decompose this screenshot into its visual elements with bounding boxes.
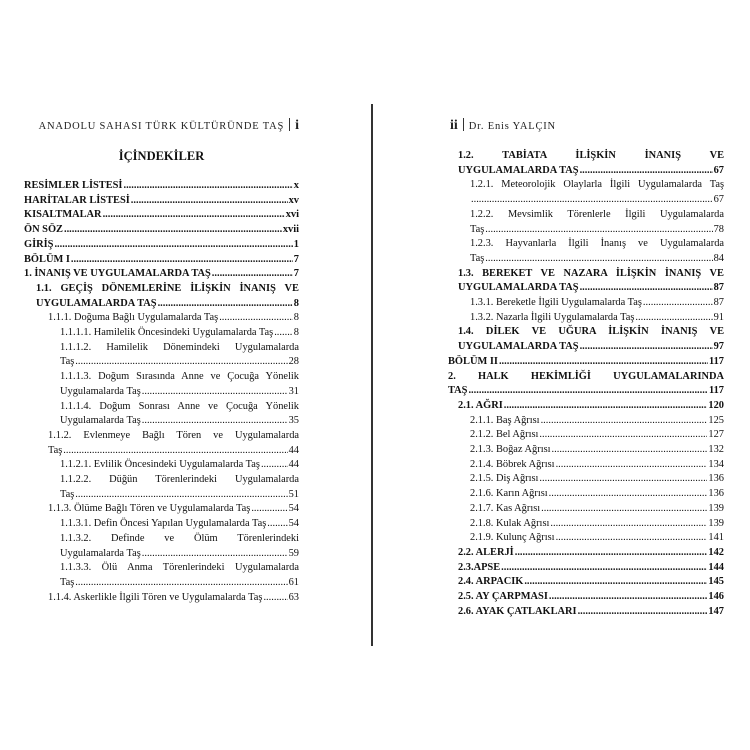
toc-entry [448,472,724,487]
toc-entry [448,561,724,576]
toc-entry-row [24,179,299,194]
dot-leader [468,384,708,399]
toc-entry-text: 1.2. TABİATA İLİŞKİN İNANIŞ VE [458,150,724,161]
toc-entry-text: 2.3.APSE [458,561,501,573]
dot-leader [63,444,287,459]
toc-entry [448,546,724,561]
toc-entry-row [448,605,724,620]
toc-entry-row [24,253,299,268]
toc-entry-row [448,399,724,414]
dot-leader [524,575,707,590]
toc-entry [448,325,724,354]
toc-entry-row [448,252,724,267]
toc-entry-text: 1.1.1.2. Hamilelik Dönemindeki Uygulamalarda [60,341,299,353]
toc-entry-text: Taş [60,576,75,588]
dot-leader [539,428,707,443]
toc-entry-text: 1.3.2. Nazarla İlgili Uygulamalarda Taş [470,311,635,323]
dot-leader [549,590,708,605]
toc-entry-row [24,502,299,517]
toc-entry-row [448,164,724,179]
toc-entry-text: 2.1.5. Diş Ağrısı [470,473,539,485]
toc-entry-text: 2.1.9. Kulunç Ağrısı [470,532,555,544]
toc-entry [24,458,299,473]
toc-entry-row [448,458,724,473]
toc-entry [448,590,724,605]
toc-entry-text: 1.2.3. Hayvanlarla İlgili İnanış ve Uygulamalarda [470,238,724,250]
toc-entry-text: TAŞ [448,385,468,397]
toc-entry-row [24,297,299,312]
toc-entry [448,208,724,237]
dot-leader [580,340,713,355]
toc-entry-row [24,223,299,238]
dot-leader [219,311,293,326]
dot-leader [142,385,288,400]
dot-leader [541,502,707,517]
toc-entry-text: 1.1.1.3. Doğum Sırasında Anne ve Çocuğa Yönelik [60,371,299,383]
toc-entry-row [448,531,724,546]
toc-page-number: 97 [713,341,724,353]
toc-entry-row [24,385,299,400]
toc-page-number: 136 [708,488,724,500]
toc-entry-text: 1.1.4. Askerlikle İlgili Tören ve Uygulamalarda Taş [48,591,263,603]
dot-leader [212,267,293,282]
toc-page-number: 54 [288,518,299,530]
dot-leader [504,399,708,414]
toc-entry [448,443,724,458]
toc-entry [448,178,724,207]
toc-entry-text: 1.3. BEREKET VE NAZARA İLİŞKİN İNANIŞ VE [458,267,724,279]
toc-entry-row [448,546,724,561]
toc-entry-text: UYGULAMALARDA TAŞ [36,297,157,309]
toc-entry-text: Uygulamalarda Taş [60,547,141,559]
toc-entry [24,267,299,282]
page-divider [371,104,373,646]
toc-entry-row [448,296,724,311]
toc-entry-text: KISALTMALAR [24,209,102,221]
toc-entry [24,400,299,429]
toc-entry-row [448,487,724,502]
dot-leader [515,546,708,561]
toc-page-number: 1 [293,238,299,250]
toc-entry-row [448,311,724,326]
toc-entry-text: 2.1. AĞRI [458,399,503,411]
toc-page-number: 28 [288,356,299,368]
toc-entry [448,237,724,266]
toc-entry-text: 2.2. ALERJİ [458,546,514,558]
toc-entry-row [448,355,724,370]
toc-entry [448,370,724,399]
dot-leader [75,576,287,591]
dot-leader [643,296,713,311]
toc-entry-text: UYGULAMALARDA TAŞ [458,282,579,294]
toc-page-number: 63 [288,591,299,603]
toc-entry-text: Taş [470,223,485,235]
toc-entry-row [24,326,299,341]
toc-entry [24,179,299,194]
toc-entry [24,429,299,458]
toc-entry-row [448,443,724,458]
toc-page-number: xv [288,194,299,206]
right-page-header [450,118,556,134]
toc-entry-text: 2.1.1. Baş Ağrısı [470,414,540,426]
toc-page-number: 7 [293,268,299,280]
toc-entry [448,428,724,443]
dot-leader [635,311,712,326]
toc-page-number: 136 [708,473,724,485]
toc-entry-text: 2.1.7. Kas Ağrısı [470,502,541,514]
dot-leader [550,517,707,532]
toc-page-number: 132 [708,444,724,456]
toc-entry [24,341,299,370]
toc-page-number: 146 [708,591,724,603]
toc-entry-text: 2. HALK HEKİMLİĞİ UYGULAMALARINDA [448,370,724,382]
toc-entry-text: ÖN SÖZ [24,224,63,236]
dot-leader [485,223,712,238]
toc-entry [448,149,724,178]
book-title: ANADOLU SAHASI TÜRK KÜLTÜRÜNDE TAŞ [38,121,285,132]
dot-leader [75,355,287,370]
toc-entry [24,561,299,590]
toc-entry-row [448,575,724,590]
toc-page-number: xvi [285,209,299,221]
dot-leader [552,443,708,458]
toc-entry [24,502,299,517]
toc-entry-row [24,458,299,473]
dot-leader [75,488,287,503]
toc-entry [448,414,724,429]
right-page [374,0,750,750]
toc-entry-text: 2.1.3. Boğaz Ağrısı [470,444,551,456]
toc-entry-row [24,267,299,282]
toc-page-number: 61 [288,576,299,588]
toc-entry-row [448,502,724,517]
dot-leader [131,194,288,209]
toc-page-number: 8 [293,312,299,324]
toc-entry-row [448,384,724,399]
toc-entry-row [448,590,724,605]
toc-entry-row [24,208,299,223]
toc-entry-row [448,281,724,296]
dot-leader [71,253,293,268]
toc-page-number: 147 [708,605,724,617]
toc-page-number: 127 [708,429,724,441]
toc-entry-text: Taş [60,356,75,368]
toc-entry-text: 1.3.1. Bereketle İlgili Uygulamalarda Taş [470,297,642,309]
toc-entry-text: HARİTALAR LİSTESİ [24,194,130,206]
toc-entry-row [24,517,299,532]
toc-entry-text: 2.5. AY ÇARPMASI [458,591,548,603]
toc-entry-text: 2.6. AYAK ÇATLAKLARI [458,605,577,617]
left-page-number: i [295,118,299,133]
left-page [0,0,371,750]
toc-entry-text: 1.1.3.2. Definde ve Ölüm Törenlerindeki [60,532,299,544]
toc-entry [24,591,299,606]
toc-entry [448,458,724,473]
dot-leader [556,458,708,473]
toc-page-number: 54 [288,503,299,515]
right-page-number: ii [450,118,458,133]
toc-entry [448,355,724,370]
toc-entry-row [24,238,299,253]
toc-page-number: 91 [713,311,724,323]
toc-entry [24,473,299,502]
toc-entry-text: 1.2.1. Meteorolojik Olaylarla İlgili Uygulamalarda Taş [470,179,724,191]
header-separator [289,118,290,131]
toc-entry [448,296,724,311]
toc-page-number: 139 [708,502,724,514]
dot-leader [103,208,285,223]
toc-entry-row [24,444,299,459]
toc-entry-text: 1.1.2. Evlenmeye Bağlı Tören ve Uygulamalarda [48,429,299,441]
toc-page-number: 44 [288,459,299,471]
toc-entry [448,502,724,517]
dot-leader [549,487,708,502]
dot-leader [142,547,288,562]
toc-entry [24,208,299,223]
toc-entry-text: GİRİŞ [24,238,54,250]
toc-entry-text: UYGULAMALARDA TAŞ [458,164,579,176]
left-toc-list [24,179,299,605]
toc-entry-row [448,472,724,487]
toc-entry-text: 2.1.2. Bel Ağrısı [470,429,539,441]
toc-entry-text: 1.1. GEÇİŞ DÖNEMLERİNE İLİŞKİN İNANIŞ VE [36,282,299,294]
toc-entry-row [24,311,299,326]
dot-leader [123,179,292,194]
toc-title: İÇİNDEKİLER [118,149,205,163]
toc-entry-text: 1. İNANIŞ VE UYGULAMALARDA TAŞ [24,268,211,280]
toc-entry-text: 1.1.1.4. Doğum Sonrası Anne ve Çocuğa Yönelik [60,400,299,412]
toc-page-number: 139 [708,517,724,529]
dot-leader [580,164,713,179]
author-name: Dr. Enis YALÇIN [468,121,556,132]
toc-page-number: 7 [293,253,299,265]
toc-entry-row [24,194,299,209]
toc-entry-text: BÖLÜM II [448,355,498,367]
toc-entry-text: 1.2.2. Mevsimlik Törenlerle İlgili Uygulamalarda [470,208,724,220]
toc-page-number: 35 [288,415,299,427]
toc-page-number: 87 [713,297,724,309]
toc-entry-text: 1.4. DİLEK VE UĞURA İLİŞKİN İNANIŞ VE [458,326,724,338]
toc-entry-text: Taş [60,488,75,500]
toc-entry-text: Taş [470,252,485,264]
toc-entry-text: 1.1.3. Ölüme Bağlı Tören ve Uygulamalarda Taş [48,503,251,515]
toc-page-number: 144 [708,561,724,573]
toc-page-number: 59 [288,547,299,559]
toc-page-number: 8 [293,297,299,309]
dot-leader [541,414,708,429]
toc-entry-text: Uygulamalarda Taş [60,385,141,397]
toc-entry-text: 1.1.1. Doğuma Bağlı Uygulamalarda Taş [48,312,219,324]
dot-leader [263,591,287,606]
toc-entry-text: 1.1.3.1. Defin Öncesi Yapılan Uygulamalarda Taş [60,518,267,530]
dot-leader [539,472,707,487]
toc-entry-row [24,547,299,562]
dot-leader [142,414,288,429]
header-separator [463,118,464,131]
toc-entry-text: 1.1.1.1. Hamilelik Öncesindeki Uygulamalarda Taş [60,327,274,339]
toc-entry-text: 1.1.2.2. Düğün Törenlerindeki Uygulamalarda [60,474,299,486]
dot-leader [485,252,712,267]
dot-leader [158,297,293,312]
toc-page-number: x [293,180,299,191]
toc-entry-row [448,193,724,208]
dot-leader [501,561,707,576]
toc-page-number: 125 [708,414,724,426]
toc-page-number: 117 [708,385,724,397]
toc-entry [24,370,299,399]
toc-entry [448,399,724,414]
toc-entry-row [448,223,724,238]
dot-leader [578,605,708,620]
dot-leader [274,326,293,341]
toc-entry [24,532,299,561]
toc-page-number: 120 [708,399,724,411]
left-page-header [39,118,299,134]
toc-page-number: 84 [713,252,724,264]
toc-entry-text: Uygulamalarda Taş [60,415,141,427]
dot-leader [471,193,713,208]
toc-entry [24,238,299,253]
toc-entry [24,326,299,341]
toc-entry-text: 1.1.2.1. Evlilik Öncesindeki Uygulamalarda Taş [60,459,260,471]
toc-page-number: 145 [708,576,724,588]
dot-leader [556,531,708,546]
dot-leader [64,223,282,238]
toc-entry-row [448,517,724,532]
toc-entry-row [448,428,724,443]
toc-page-number: 44 [288,444,299,456]
toc-entry-text: 2.1.8. Kulak Ağrısı [470,517,550,529]
toc-page-number: 51 [288,488,299,500]
toc-page-number: 117 [708,355,724,367]
toc-entry-text: RESİMLER LİSTESİ [24,180,123,191]
dot-leader [499,355,708,370]
toc-page-number: 141 [708,532,724,544]
dot-leader [580,281,713,296]
toc-entry [448,605,724,620]
toc-page-number: 67 [713,194,724,206]
toc-page-number: 78 [713,223,724,235]
toc-page-number: xvii [282,224,299,236]
toc-entry-row [24,414,299,429]
toc-page-number: 142 [708,546,724,558]
toc-entry-row [24,576,299,591]
toc-page-number: 31 [288,385,299,397]
toc-entry-row [24,591,299,606]
toc-entry-text: 1.1.3.3. Ölü Anma Törenlerindeki Uygulamalarda [60,562,299,574]
toc-page-number: 134 [708,458,724,470]
dot-leader [261,458,288,473]
toc-entry-row [448,414,724,429]
toc-page-number: 87 [713,282,724,294]
toc-entry [448,575,724,590]
toc-entry-row [24,488,299,503]
toc-entry [448,517,724,532]
toc-entry [24,253,299,268]
toc-entry-text: UYGULAMALARDA TAŞ [458,341,579,353]
dot-leader [267,517,287,532]
toc-entry-row [24,355,299,370]
toc-entry [24,282,299,311]
toc-entry [448,267,724,296]
toc-entry [448,311,724,326]
toc-entry [448,487,724,502]
toc-page-number: 67 [713,164,724,176]
dot-leader [54,238,292,253]
toc-entry [24,223,299,238]
toc-entry-text: 2.1.4. Böbrek Ağrısı [470,458,555,470]
toc-entry-row [448,340,724,355]
toc-entry-text: 2.1.6. Karın Ağrısı [470,488,548,500]
right-toc-list [448,149,724,620]
toc-page-number: 8 [293,327,299,339]
dot-leader [251,502,287,517]
toc-entry-text: BÖLÜM I [24,253,70,265]
toc-entry-row [448,561,724,576]
toc-entry-text: 2.4. ARPACIK [458,576,524,588]
toc-entry [24,517,299,532]
toc-entry [448,531,724,546]
toc-entry [24,194,299,209]
toc-entry [24,311,299,326]
toc-entry-text: Taş [48,444,63,456]
